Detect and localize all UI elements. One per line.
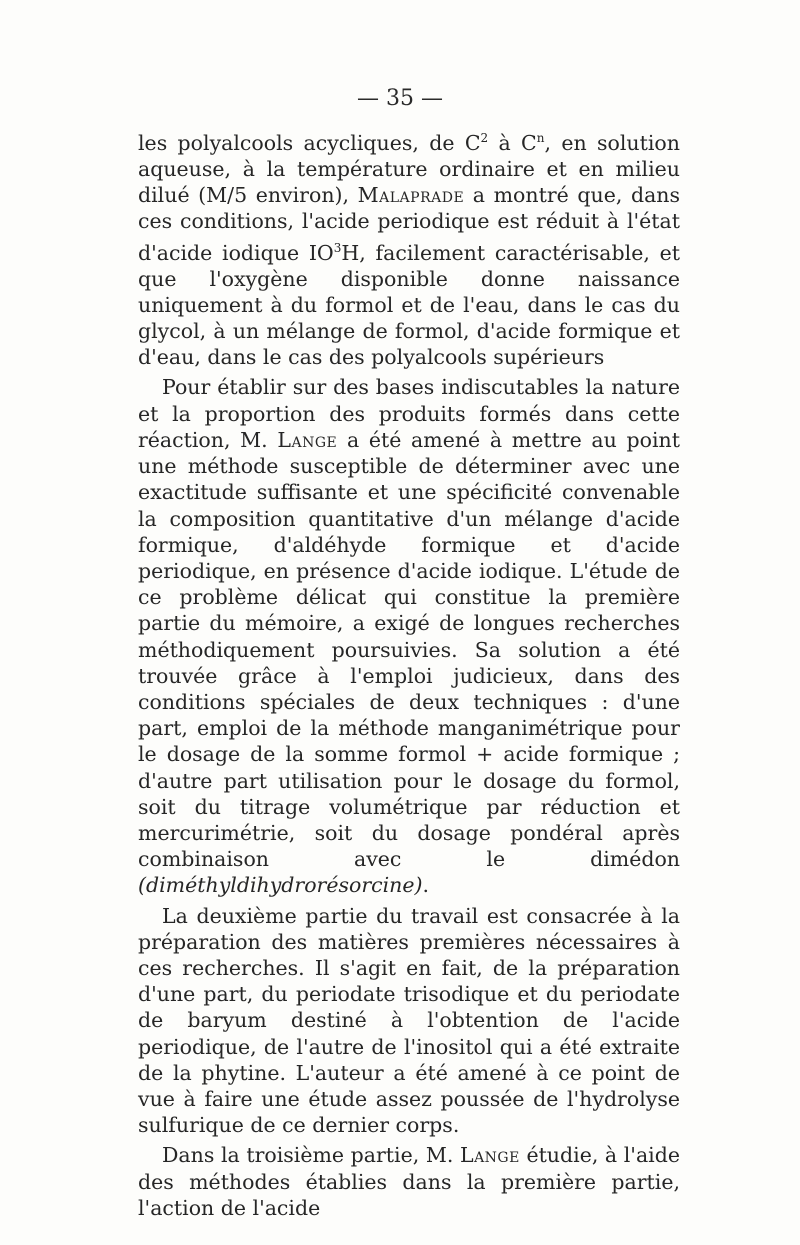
text-run: les polyalcools acycliques, de C	[138, 130, 481, 155]
text-run: , en solution aqueuse, à la température ordinaire et en milieu dilué (M/5 environ),	[138, 130, 680, 208]
paragraph	[138, 903, 680, 1139]
text-run: H, facilement caractérisable, et que l'oxygène disponible donne naissance uniquement à du formol et de l'eau, dans le cas du glycol, à un mélange de formol, d'acide formique et d'eau, dans le cas des polyalcools supérieurs	[138, 240, 680, 370]
text-run: a été amené à mettre au point une méthode susceptible de déterminer avec une exactitude suffisante et une spécificité convenable la composition quantitative d'un mélange d'acide formique, d'aldéhyde formique et d'acide periodique, en présence d'acide iodique. L'étude de ce problème délicat qui constitue la première partie du mémoire, a exigé de longues recherches méthodiquement poursuivies. Sa solution a été trouvée grâce à l'emploi judicieux, dans des conditions spéciales de deux techniques : d'une part, emploi de la méthode manganimétrique pour le dosage de la somme formol + acide formique ; d'autre part utilisation pour le dosage du formol, soit du titrage volumétrique par réduction et mercurimétrie, soit du dosage pondéral après combinaison avec le dimédon	[138, 427, 680, 872]
italic-term: (diméthyldihydrorésorcine)	[138, 873, 423, 898]
paragraph	[138, 125, 680, 370]
superscript: 2	[480, 131, 489, 145]
text-run: étudie, à l'aide des méthodes établies dans la première partie, l'action de l'acide	[138, 1143, 680, 1220]
author-name: Lange	[459, 1143, 520, 1168]
author-name: Lange	[277, 427, 338, 452]
paragraph	[138, 374, 680, 898]
page-number: — 35 —	[357, 86, 443, 111]
author-name: Malaprade	[357, 183, 465, 208]
body-text	[138, 125, 680, 1225]
text-run: La deuxième partie du travail est consacrée à la préparation des matières premières nécessaires à ces recherches. Il s'agit en fait, de la préparation d'une part, du periodate trisodique et du periodate de baryum destiné à l'obtention de l'acide periodique, de l'autre de l'inositol qui a été extraite de la phytine. L'auteur a été amené à ce point de vue à faire une étude assez poussée de l'hydrolyse sulfurique de ce dernier corps.	[138, 903, 680, 1138]
superscript: n	[536, 131, 545, 145]
text-run: Dans la troisième partie, M.	[162, 1143, 460, 1168]
text-run: .	[422, 873, 430, 898]
text-run: à C	[488, 130, 537, 155]
paragraph	[138, 1142, 680, 1221]
text-run: Pour établir sur des bases indiscutables la nature et la proportion des produits formés dans cette réaction, M.	[138, 375, 680, 452]
superscript: 3	[333, 240, 342, 255]
text-run: a montré que, dans ces conditions, l'acide periodique est réduit à l'état d'acide iodique IO	[138, 183, 681, 265]
